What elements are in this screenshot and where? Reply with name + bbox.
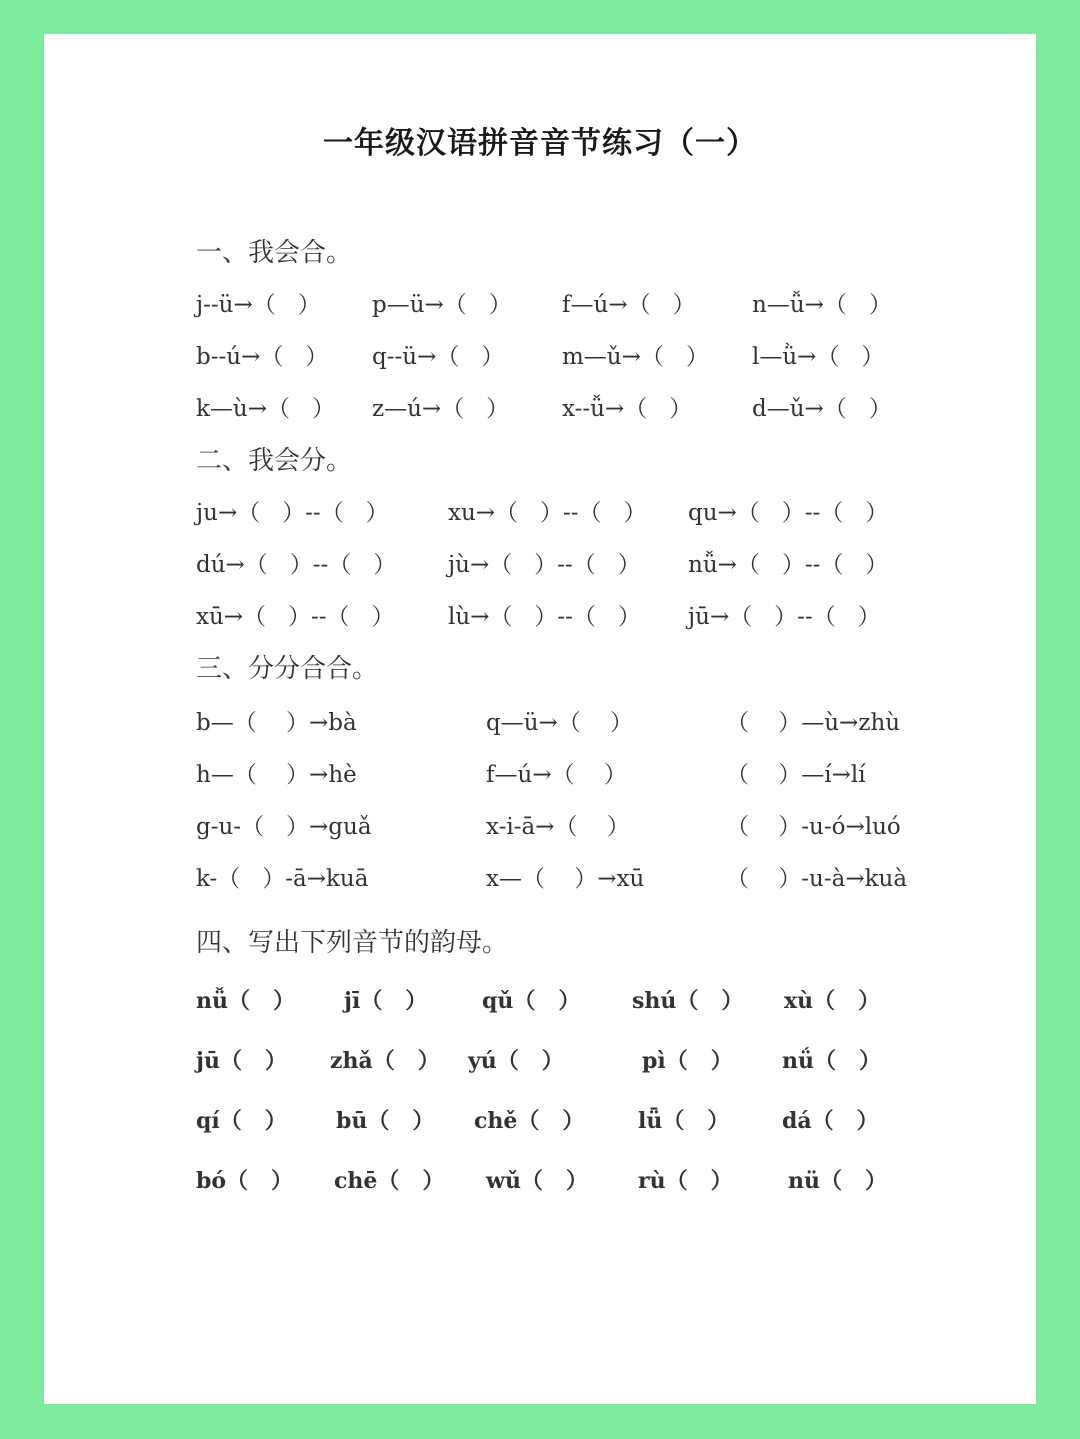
section3-heading: 三、分分合合。 — [196, 654, 379, 684]
exercise-item: f—ú→（ ） — [486, 762, 627, 788]
exercise-item: jī（ ） — [344, 988, 428, 1014]
exercise-item: q—ü→（ ） — [486, 710, 634, 736]
exercise-item: chě（ ） — [474, 1108, 585, 1134]
exercise-item: （ ）-u-à→kuà — [726, 866, 908, 892]
worksheet-page — [44, 34, 1036, 1404]
exercise-item: yú（ ） — [468, 1048, 564, 1074]
exercise-item: x-i-ā→（ ） — [486, 814, 630, 840]
exercise-item: chē（ ） — [334, 1168, 445, 1194]
exercise-item: m—ǔ→（ ） — [562, 344, 709, 370]
exercise-item: xù（ ） — [784, 988, 881, 1014]
exercise-item: jū→（ ）--（ ） — [688, 604, 881, 630]
exercise-item: nǚ→（ ）--（ ） — [688, 552, 889, 578]
exercise-item: jū（ ） — [196, 1048, 287, 1074]
exercise-item: bū（ ） — [336, 1108, 435, 1134]
exercise-item: k-（ ）-ā→kuā — [196, 866, 369, 892]
exercise-item: nǘ（ ） — [782, 1048, 881, 1074]
exercise-item: b--ú→（ ） — [196, 344, 329, 370]
section4-heading: 四、写出下列音节的韵母。 — [196, 928, 509, 958]
exercise-item: z—ú→（ ） — [372, 396, 510, 422]
exercise-item: f—ú→（ ） — [562, 292, 696, 318]
exercise-item: pì（ ） — [642, 1048, 733, 1074]
exercise-item: xu→（ ）--（ ） — [448, 500, 647, 526]
exercise-item: rù（ ） — [638, 1168, 733, 1194]
exercise-item: （ ）—ù→zhù — [726, 710, 901, 736]
exercise-item: qǔ（ ） — [482, 988, 581, 1014]
exercise-item: lǖ（ ） — [638, 1108, 730, 1134]
exercise-item: k—ù→（ ） — [196, 396, 335, 422]
exercise-item: bó（ ） — [196, 1168, 294, 1194]
exercise-item: n—ǚ→（ ） — [752, 292, 892, 318]
exercise-item: jù→（ ）--（ ） — [448, 552, 641, 578]
exercise-item: h—（ ）→hè — [196, 762, 357, 788]
exercise-item: d—ǔ→（ ） — [752, 396, 892, 422]
section1-heading: 一、我会合。 — [196, 238, 353, 268]
exercise-item: x--ǚ→（ ） — [562, 396, 693, 422]
exercise-item: wǔ（ ） — [486, 1168, 588, 1194]
exercise-item: g-u-（ ）→guǎ — [196, 814, 372, 840]
exercise-item: （ ）—í→lí — [726, 762, 866, 788]
exercise-item: p—ü→（ ） — [372, 292, 512, 318]
exercise-item: x—（ ）→xū — [486, 866, 645, 892]
exercise-item: qu→（ ）--（ ） — [688, 500, 889, 526]
exercise-item: qí（ ） — [196, 1108, 287, 1134]
exercise-item: nü（ ） — [788, 1168, 887, 1194]
page-title: 一年级汉语拼音音节练习（一） — [323, 126, 757, 161]
exercise-item: ju→（ ）--（ ） — [196, 500, 389, 526]
section2-heading: 二、我会分。 — [196, 446, 353, 476]
exercise-item: dú→（ ）--（ ） — [196, 552, 397, 578]
exercise-item: zhǎ（ ） — [330, 1048, 440, 1074]
exercise-item: lù→（ ）--（ ） — [448, 604, 641, 630]
exercise-item: j--ü→（ ） — [196, 292, 321, 318]
exercise-item: l—ǜ→（ ） — [752, 344, 885, 370]
exercise-item: xū→（ ）--（ ） — [196, 604, 395, 630]
exercise-item: q--ü→（ ） — [372, 344, 505, 370]
exercise-item: （ ）-u-ó→luó — [726, 814, 901, 840]
exercise-item: shú（ ） — [632, 988, 744, 1014]
exercise-item: b—（ ）→bà — [196, 710, 357, 736]
exercise-item: dá（ ） — [782, 1108, 879, 1134]
exercise-item: nǚ（ ） — [196, 988, 295, 1014]
